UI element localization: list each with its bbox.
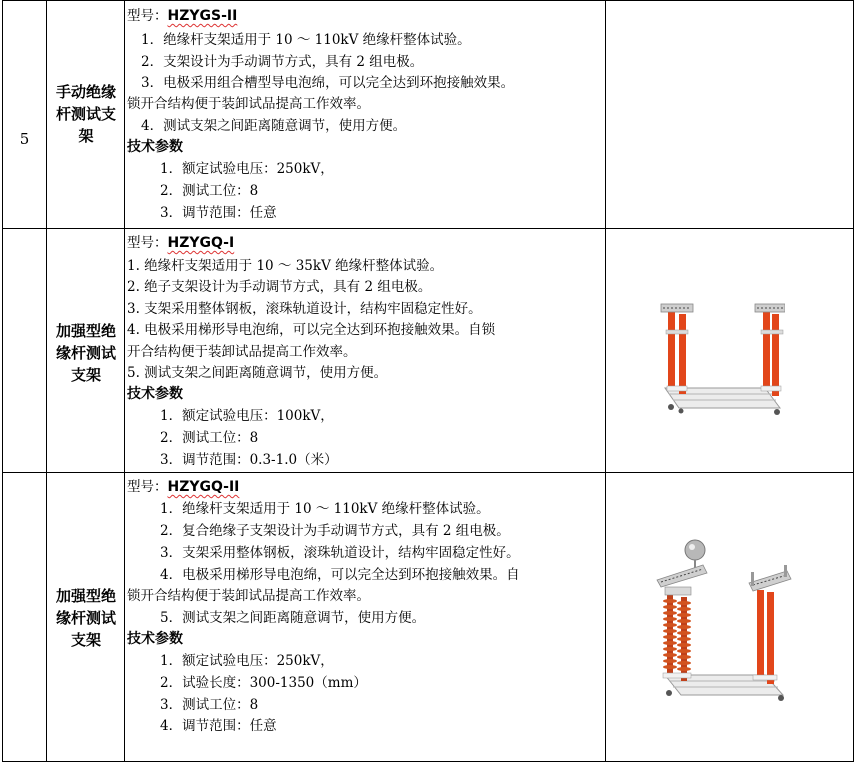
- col-divider: [2, 0, 3, 762]
- feature-line: 1. 绝缘杆支架适用于 10 ～ 35kV 绝缘杆整体试验。: [127, 258, 444, 274]
- feature-line: 2．复合绝缘子支架设计为手动调节方式，具有 2 组电极。: [160, 523, 510, 539]
- param-line: 2．测试工位：8: [160, 430, 259, 446]
- row-divider: [2, 0, 854, 1]
- row-divider: [2, 228, 854, 229]
- feature-line: 1．绝缘杆支架适用于 10 ～ 110kV 绝缘杆整体试验。: [141, 32, 471, 48]
- feature-line: 4．电极采用梯形导电泡绵，可以完全达到环抱接触效果。自: [160, 567, 520, 583]
- product-name-line: 杆测试支: [55, 105, 116, 123]
- product-name-line: 手动绝缘: [55, 83, 116, 101]
- product-name: [50, 320, 122, 386]
- col-divider: [605, 0, 606, 762]
- product-name-line: 架: [78, 127, 94, 145]
- param-line: 1．额定试验电压：100kV，: [160, 408, 334, 424]
- tech-params-title: 技术参数: [127, 386, 183, 402]
- model-code: HZYGS-II: [167, 8, 238, 24]
- product-name-line: 加强型绝: [55, 587, 116, 605]
- product-name-line: 支架: [70, 631, 101, 649]
- model-line: [127, 477, 239, 498]
- feature-line: 3．电极采用组合槽型导电泡绵，可以完全达到环抱接触效果。: [141, 75, 515, 91]
- param-line: 4．调节范围：任意: [160, 718, 277, 734]
- product-name: [50, 81, 122, 147]
- param-line: 2．测试工位：8: [160, 183, 259, 199]
- model-code: HZYGQ-II: [167, 479, 240, 495]
- product-name-line: 缘杆测试: [55, 344, 116, 362]
- model-line: [127, 6, 237, 27]
- feature-line: 3. 支架采用整体钢板，滚珠轨道设计，结构牢固稳定性好。: [127, 301, 482, 317]
- test-stand-photo-2: [645, 535, 795, 705]
- model-label: 型号：: [127, 479, 168, 495]
- param-line: 2．试验长度：300-1350（mm）: [160, 675, 367, 691]
- product-name-line: 加强型绝: [55, 322, 116, 340]
- tech-params-title: 技术参数: [127, 139, 183, 155]
- product-name-line: 支架: [70, 366, 101, 384]
- param-line: 1．额定试验电压：250kV，: [160, 161, 334, 177]
- row-divider: [2, 472, 854, 473]
- row-number: 5: [19, 130, 30, 148]
- feature-line: 4．测试支架之间距离随意调节，使用方便。: [141, 118, 407, 134]
- model-label: 型号：: [127, 235, 168, 251]
- param-line: 3．测试工位：8: [160, 697, 259, 713]
- feature-line: 1．绝缘杆支架适用于 10 ～ 110kV 绝缘杆整体试验。: [160, 501, 490, 517]
- param-line: 3．调节范围：任意: [160, 205, 277, 221]
- col-divider: [853, 0, 854, 762]
- tech-params-title: 技术参数: [127, 631, 183, 647]
- col-divider: [46, 0, 47, 762]
- model-code: HZYGQ-I: [167, 235, 235, 251]
- feature-line: 开合结构便于装卸试品提高工作效率。: [127, 344, 357, 360]
- feature-line: 3．支架采用整体钢板，滚珠轨道设计，结构牢固稳定性好。: [160, 545, 520, 561]
- product-name-line: 缘杆测试: [55, 609, 116, 627]
- row-divider: [2, 761, 854, 762]
- product-name: [50, 585, 122, 651]
- model-label: 型号：: [127, 8, 168, 24]
- test-stand-photo-1: [655, 290, 785, 420]
- model-line: [127, 233, 234, 254]
- feature-line: 4. 电极采用梯形导电泡绵，可以完全达到环抱接触效果。自锁: [127, 322, 496, 338]
- col-divider: [124, 0, 125, 762]
- feature-line: 锁开合结构便于装卸试品提高工作效率。: [127, 588, 370, 604]
- param-line: 1．额定试验电压：250kV，: [160, 653, 334, 669]
- feature-line: 5. 测试支架之间距离随意调节，使用方便。: [127, 365, 388, 381]
- feature-line: 5．测试支架之间距离随意调节，使用方便。: [160, 610, 426, 626]
- param-line: 3．调节范围：0.3-1.0（米）: [160, 452, 338, 468]
- feature-line: 锁开合结构便于装卸试品提高工作效率。: [127, 96, 370, 112]
- feature-line: 2. 绝子支架设计为手动调节方式，具有 2 组电极。: [127, 279, 432, 295]
- feature-line: 2．支架设计为手动调节方式，具有 2 组电极。: [141, 54, 424, 70]
